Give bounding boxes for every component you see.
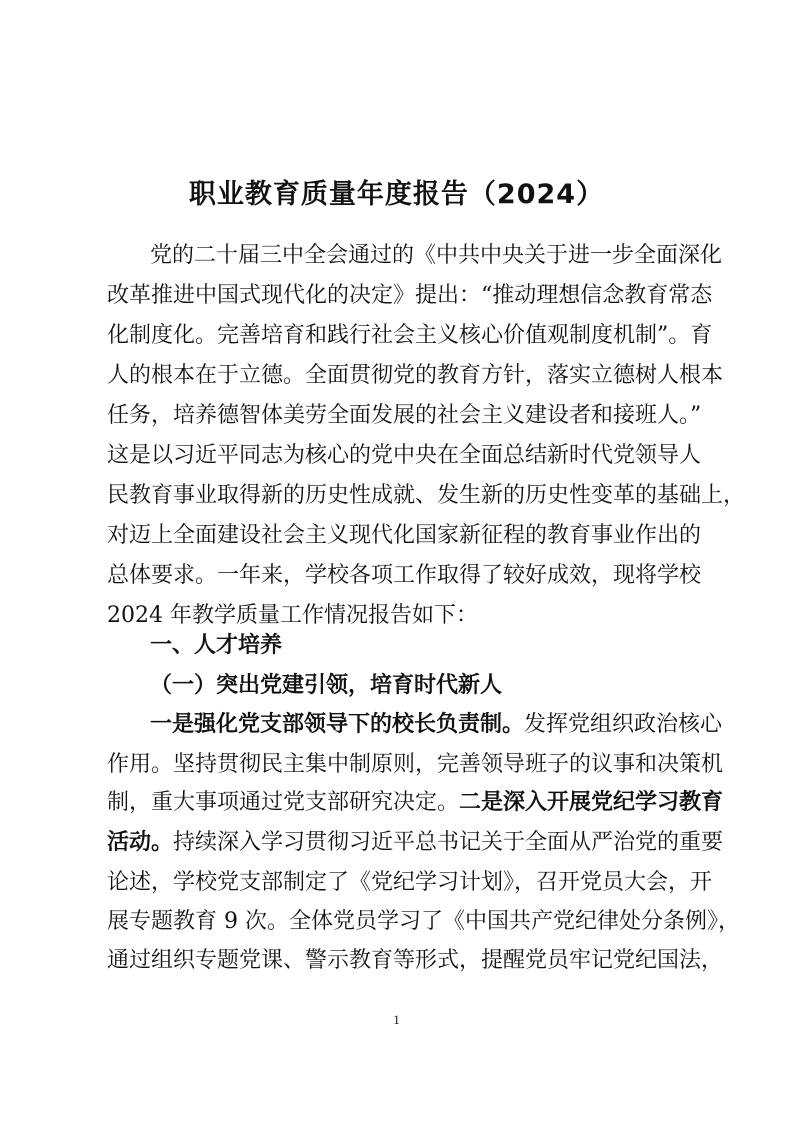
page-number: 1 [393, 1012, 400, 1027]
body-text: 发挥党组织政治核心 [524, 712, 723, 737]
bold-phrase: 活动。 [107, 830, 174, 855]
intro-line: 民教育事业取得新的历史性成就、发生新的历史性变革的基础上， [107, 483, 746, 508]
body-line: 作用。坚持贯彻民主集中制原则，完善领导班子的议事和决策机 [107, 752, 724, 777]
body-line [107, 823, 724, 863]
intro-line: 人的根本在于立德。全面贯彻党的教育方针，落实立德树人根本 [107, 363, 724, 388]
bold-phrase: 二是深入开展党纪学习教育 [459, 790, 724, 815]
intro-line: 总体要求。一年来，学校各项工作取得了较好成效，现将学校 [107, 563, 702, 588]
intro-line: 对迈上全面建设社会主义现代化国家新征程的教育事业作出的 [107, 523, 702, 548]
intro-line: 党的二十届三中全会通过的《中共中央关于进一步全面深化 [150, 243, 723, 268]
bold-phrase: 一是强化党支部领导下的校长负责制。 [150, 712, 525, 737]
intro-line: 2024 年教学质量工作情况报告如下： [107, 603, 478, 628]
body-line: 通过组织专题党课、警示教育等形式，提醒党员牢记党纪国法， [107, 948, 724, 973]
body-text: 制，重大事项通过党支部研究决定。 [107, 790, 460, 815]
intro-line: 任务，培养德智体美劳全面发展的社会主义建设者和接班人。” [107, 403, 702, 428]
body-line [150, 705, 723, 745]
body-line: 展专题教育 9 次。全体党员学习了《中国共产党纪律处分条例》， [107, 909, 740, 934]
body-text: 持续深入学习贯彻习近平总书记关于全面从严治党的重要 [173, 830, 724, 855]
section-heading-2: （一）突出党建引领，培育时代新人 [150, 673, 503, 698]
intro-line: 改革推进中国式现代化的决定》提出：“推动理想信念教育常态 [107, 283, 713, 308]
body-line: 论述，学校党支部制定了《党纪学习计划》，召开党员大会，开 [107, 870, 713, 895]
section-heading-1: 一、人才培养 [150, 633, 283, 658]
intro-line: 化制度化。完善培育和践行社会主义核心价值观制度机制”。育 [107, 323, 713, 348]
intro-line: 这是以习近平同志为核心的党中央在全面总结新时代党领导人 [107, 443, 702, 468]
body-line [107, 783, 724, 823]
document-title: 职业教育质量年度报告（2024） [188, 179, 605, 210]
